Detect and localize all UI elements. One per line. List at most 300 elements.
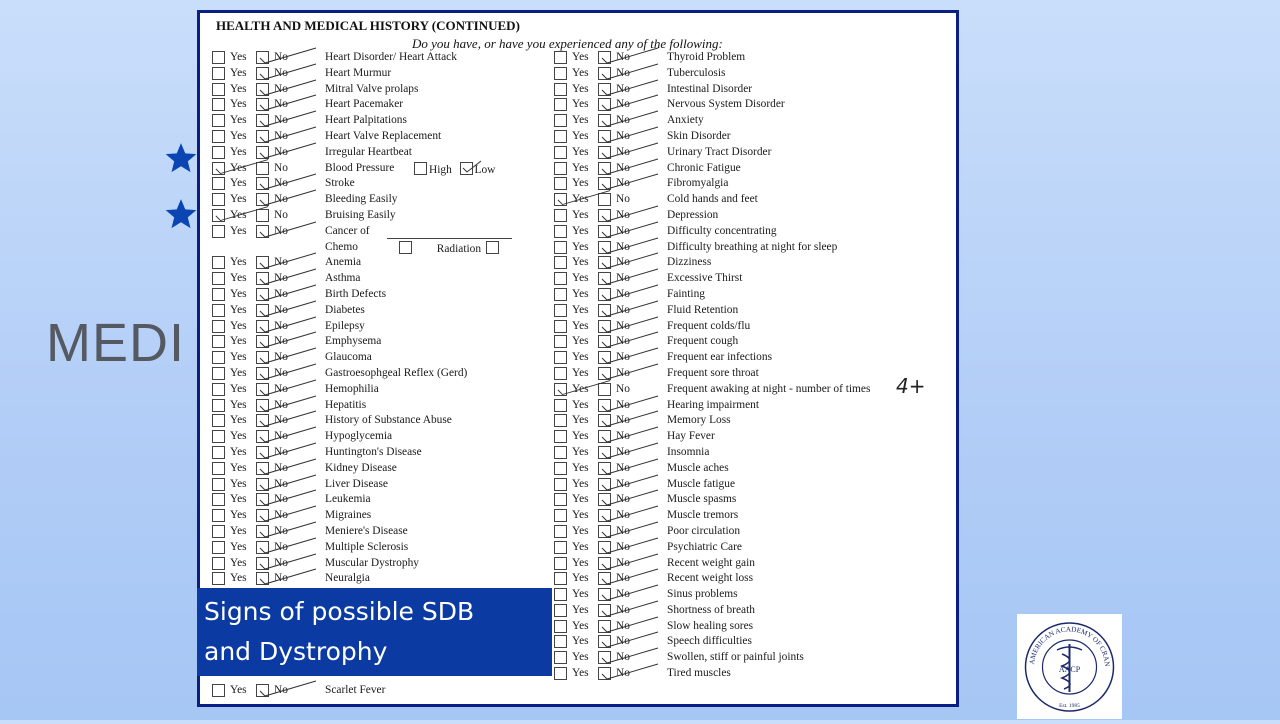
yes-checkbox[interactable] bbox=[554, 383, 567, 396]
no-checkbox[interactable] bbox=[598, 383, 611, 396]
yes-checkbox[interactable] bbox=[554, 588, 567, 601]
yes-checkbox[interactable] bbox=[212, 446, 225, 459]
yes-label: Yes bbox=[230, 224, 247, 237]
yes-label: Yes bbox=[572, 129, 589, 142]
yes-label: Yes bbox=[572, 461, 589, 474]
side-label: MEDI bbox=[46, 313, 185, 373]
yes-label: Yes bbox=[230, 161, 247, 174]
yes-checkbox[interactable] bbox=[554, 367, 567, 380]
no-checkbox[interactable] bbox=[598, 478, 611, 491]
yes-checkbox[interactable] bbox=[212, 493, 225, 506]
no-checkbox[interactable] bbox=[256, 114, 269, 127]
yes-checkbox[interactable] bbox=[212, 557, 225, 570]
yes-checkbox[interactable] bbox=[212, 162, 225, 175]
no-label: No bbox=[274, 256, 288, 269]
yes-label: Yes bbox=[572, 287, 589, 300]
yes-checkbox[interactable] bbox=[212, 51, 225, 64]
condition-label: Intestinal Disorder bbox=[667, 82, 753, 95]
no-checkbox[interactable] bbox=[256, 462, 269, 475]
no-checkbox[interactable] bbox=[598, 572, 611, 585]
no-label: No bbox=[274, 461, 288, 474]
no-checkbox[interactable] bbox=[256, 130, 269, 143]
aacp-seal-icon bbox=[1017, 614, 1122, 719]
no-label: No bbox=[616, 256, 630, 269]
no-checkbox[interactable] bbox=[256, 383, 269, 396]
yes-label: Yes bbox=[572, 145, 589, 158]
yes-checkbox[interactable] bbox=[212, 351, 225, 364]
condition-label: Urinary Tract Disorder bbox=[667, 145, 772, 158]
condition-label: Bleeding Easily bbox=[325, 193, 398, 206]
no-label: No bbox=[616, 667, 630, 680]
condition-label: Liver Disease bbox=[325, 477, 388, 490]
low-label: Low bbox=[474, 163, 496, 176]
no-label: No bbox=[616, 509, 630, 522]
no-label: No bbox=[616, 287, 630, 300]
yes-checkbox[interactable] bbox=[212, 509, 225, 522]
condition-label: Fainting bbox=[667, 287, 705, 300]
yes-checkbox[interactable] bbox=[554, 399, 567, 412]
no-checkbox[interactable] bbox=[598, 414, 611, 427]
yes-label: Yes bbox=[572, 161, 589, 174]
yes-checkbox[interactable] bbox=[212, 414, 225, 427]
no-label: No bbox=[616, 524, 630, 537]
yes-checkbox[interactable] bbox=[212, 146, 225, 159]
yes-label: Yes bbox=[572, 51, 589, 63]
condition-label: Memory Loss bbox=[667, 414, 731, 427]
no-checkbox[interactable] bbox=[598, 588, 611, 601]
no-checkbox[interactable] bbox=[256, 162, 269, 175]
no-checkbox[interactable] bbox=[598, 462, 611, 475]
condition-label: Excessive Thirst bbox=[667, 272, 743, 285]
no-label: No bbox=[274, 335, 288, 348]
no-label: No bbox=[274, 287, 288, 300]
condition-label: Poor circulation bbox=[667, 524, 741, 537]
condition-label: Nervous System Disorder bbox=[667, 98, 785, 111]
yes-label: Yes bbox=[230, 351, 247, 364]
condition-label: Gastroesophgeal Reflex (Gerd) bbox=[325, 366, 468, 379]
no-label: No bbox=[616, 603, 630, 616]
no-label: No bbox=[274, 382, 288, 395]
no-checkbox[interactable] bbox=[598, 67, 611, 80]
no-checkbox[interactable] bbox=[598, 83, 611, 96]
condition-label: Heart Valve Replacement bbox=[325, 129, 442, 142]
yes-label: Yes bbox=[572, 540, 589, 553]
no-checkbox[interactable] bbox=[256, 51, 269, 64]
yes-checkbox[interactable] bbox=[212, 525, 225, 538]
condition-label: Huntington's Disease bbox=[325, 445, 422, 458]
no-label: No bbox=[274, 493, 288, 506]
no-label: No bbox=[616, 224, 630, 237]
condition-label: Cold hands and feet bbox=[667, 193, 758, 206]
condition-label: Slow healing sores bbox=[667, 619, 754, 632]
no-checkbox[interactable] bbox=[598, 525, 611, 538]
yes-checkbox[interactable] bbox=[554, 414, 567, 427]
no-checkbox[interactable] bbox=[598, 509, 611, 522]
no-checkbox[interactable] bbox=[256, 304, 269, 317]
no-checkbox[interactable] bbox=[598, 146, 611, 159]
yes-label: Yes bbox=[572, 177, 589, 190]
no-checkbox[interactable] bbox=[256, 335, 269, 348]
yes-label: Yes bbox=[230, 445, 247, 458]
no-checkbox[interactable] bbox=[256, 272, 269, 285]
condition-label: Difficulty concentrating bbox=[667, 224, 777, 237]
yes-checkbox[interactable] bbox=[554, 335, 567, 348]
yes-label: Yes bbox=[572, 82, 589, 95]
yes-label: Yes bbox=[572, 493, 589, 506]
no-checkbox[interactable] bbox=[598, 272, 611, 285]
no-label: No bbox=[616, 635, 630, 648]
condition-label: Hemophilia bbox=[325, 382, 379, 395]
yes-checkbox[interactable] bbox=[212, 399, 225, 412]
no-checkbox[interactable] bbox=[598, 193, 611, 206]
yes-label: Yes bbox=[230, 208, 247, 221]
yes-label: Yes bbox=[230, 256, 247, 269]
form-subtitle: Do you have, or have you experienced any of the following: bbox=[412, 36, 723, 51]
no-label: No bbox=[274, 177, 288, 190]
yes-checkbox[interactable] bbox=[554, 446, 567, 459]
no-checkbox[interactable] bbox=[256, 493, 269, 506]
yes-checkbox[interactable] bbox=[212, 430, 225, 443]
yes-label: Yes bbox=[230, 556, 247, 569]
yes-checkbox[interactable] bbox=[554, 604, 567, 617]
condition-label: Leukemia bbox=[325, 493, 371, 506]
no-label: No bbox=[274, 524, 288, 537]
yes-checkbox[interactable] bbox=[554, 620, 567, 633]
no-checkbox[interactable] bbox=[598, 98, 611, 111]
yes-label: Yes bbox=[572, 430, 589, 443]
yes-label: Yes bbox=[572, 414, 589, 427]
yes-checkbox[interactable] bbox=[212, 541, 225, 554]
no-checkbox[interactable] bbox=[256, 320, 269, 333]
yes-checkbox[interactable] bbox=[554, 146, 567, 159]
no-checkbox[interactable] bbox=[256, 684, 269, 697]
yes-label: Yes bbox=[230, 303, 247, 316]
condition-label: Insomnia bbox=[667, 445, 710, 458]
yes-label: Yes bbox=[572, 635, 589, 648]
no-checkbox[interactable] bbox=[598, 241, 611, 254]
cancer-blank-line bbox=[387, 238, 512, 239]
yes-label: Yes bbox=[230, 287, 247, 300]
yes-label: Yes bbox=[572, 509, 589, 522]
no-label: No bbox=[616, 303, 630, 316]
no-label: No bbox=[616, 66, 630, 79]
yes-label: Yes bbox=[572, 351, 589, 364]
yes-checkbox[interactable] bbox=[554, 320, 567, 333]
yes-label: Yes bbox=[572, 98, 589, 111]
yes-checkbox[interactable] bbox=[554, 288, 567, 301]
yes-checkbox[interactable] bbox=[554, 130, 567, 143]
yes-checkbox[interactable] bbox=[554, 572, 567, 585]
no-label: No bbox=[274, 193, 288, 206]
no-checkbox[interactable] bbox=[598, 320, 611, 333]
no-checkbox[interactable] bbox=[256, 209, 269, 222]
yes-checkbox[interactable] bbox=[212, 383, 225, 396]
yes-checkbox[interactable] bbox=[212, 272, 225, 285]
condition-label: Recent weight loss bbox=[667, 572, 754, 585]
no-checkbox[interactable] bbox=[256, 446, 269, 459]
radiation-checkbox[interactable] bbox=[486, 241, 499, 254]
condition-label: Meniere's Disease bbox=[325, 524, 408, 537]
no-checkbox[interactable] bbox=[256, 525, 269, 538]
condition-label: Frequent sore throat bbox=[667, 366, 759, 379]
condition-label: Kidney Disease bbox=[325, 461, 397, 474]
yes-label: Yes bbox=[572, 240, 589, 253]
no-checkbox[interactable] bbox=[256, 256, 269, 269]
no-label: No bbox=[274, 414, 288, 427]
no-checkbox[interactable] bbox=[256, 83, 269, 96]
no-label: No bbox=[274, 509, 288, 522]
yes-checkbox[interactable] bbox=[554, 256, 567, 269]
no-label: No bbox=[616, 161, 630, 174]
yes-label: Yes bbox=[230, 398, 247, 411]
condition-label: Muscle tremors bbox=[667, 509, 739, 522]
condition-label: Difficulty breathing at night for sleep bbox=[667, 240, 838, 253]
no-label: No bbox=[616, 382, 630, 395]
logo-est: Est. 1985 bbox=[1059, 703, 1080, 709]
no-checkbox[interactable] bbox=[256, 67, 269, 80]
yes-checkbox[interactable] bbox=[554, 225, 567, 238]
yes-label: Yes bbox=[572, 556, 589, 569]
yes-checkbox[interactable] bbox=[554, 541, 567, 554]
no-checkbox[interactable] bbox=[598, 209, 611, 222]
no-label: No bbox=[616, 414, 630, 427]
yes-checkbox[interactable] bbox=[554, 193, 567, 206]
no-checkbox[interactable] bbox=[598, 288, 611, 301]
yes-checkbox[interactable] bbox=[554, 667, 567, 680]
no-checkbox[interactable] bbox=[256, 177, 269, 190]
no-checkbox[interactable] bbox=[598, 225, 611, 238]
condition-label: Blood Pressure bbox=[325, 161, 395, 174]
yes-checkbox[interactable] bbox=[554, 493, 567, 506]
yes-checkbox[interactable] bbox=[212, 367, 225, 380]
condition-label: Frequent awaking at night - number of times bbox=[667, 382, 871, 395]
yes-label: Yes bbox=[230, 272, 247, 285]
yes-checkbox[interactable] bbox=[554, 351, 567, 364]
no-label: No bbox=[274, 445, 288, 458]
yes-label: Yes bbox=[572, 445, 589, 458]
yes-checkbox[interactable] bbox=[554, 430, 567, 443]
no-checkbox[interactable] bbox=[256, 572, 269, 585]
yes-checkbox[interactable] bbox=[554, 114, 567, 127]
yes-label: Yes bbox=[572, 366, 589, 379]
yes-checkbox[interactable] bbox=[212, 320, 225, 333]
no-label: No bbox=[616, 430, 630, 443]
no-label: No bbox=[616, 272, 630, 285]
no-checkbox[interactable] bbox=[598, 620, 611, 633]
no-checkbox[interactable] bbox=[598, 446, 611, 459]
yes-label: Yes bbox=[572, 477, 589, 490]
condition-label: Birth Defects bbox=[325, 287, 387, 300]
yes-checkbox[interactable] bbox=[212, 462, 225, 475]
yes-checkbox[interactable] bbox=[554, 304, 567, 317]
no-checkbox[interactable] bbox=[256, 146, 269, 159]
condition-label: Heart Pacemaker bbox=[325, 98, 404, 111]
yes-checkbox[interactable] bbox=[554, 177, 567, 190]
callout-line-1: Signs of possible SDB bbox=[204, 597, 475, 626]
radiation-label: Radiation bbox=[436, 242, 482, 255]
condition-row bbox=[212, 683, 542, 699]
no-label: No bbox=[616, 556, 630, 569]
no-checkbox[interactable] bbox=[598, 541, 611, 554]
yes-checkbox[interactable] bbox=[554, 272, 567, 285]
yes-checkbox[interactable] bbox=[212, 335, 225, 348]
condition-label: Muscular Dystrophy bbox=[325, 556, 419, 569]
logo-text: AMERICAN ACADEMY OF CRAN bbox=[1028, 625, 1112, 667]
no-checkbox[interactable] bbox=[598, 256, 611, 269]
no-label: No bbox=[274, 114, 288, 127]
no-checkbox[interactable] bbox=[256, 399, 269, 412]
yes-label: Yes bbox=[572, 193, 589, 206]
condition-label: Hepatitis bbox=[325, 398, 367, 411]
no-label: No bbox=[274, 66, 288, 79]
no-checkbox[interactable] bbox=[256, 430, 269, 443]
no-label: No bbox=[274, 82, 288, 95]
no-label: No bbox=[274, 572, 288, 585]
no-checkbox[interactable] bbox=[598, 367, 611, 380]
yes-label: Yes bbox=[572, 66, 589, 79]
yes-checkbox[interactable] bbox=[554, 462, 567, 475]
yes-label: Yes bbox=[572, 114, 589, 127]
yes-checkbox[interactable] bbox=[212, 209, 225, 222]
condition-label: Neuralgia bbox=[325, 572, 370, 585]
yes-checkbox[interactable] bbox=[212, 67, 225, 80]
yes-checkbox[interactable] bbox=[554, 478, 567, 491]
yes-checkbox[interactable] bbox=[554, 651, 567, 664]
no-checkbox[interactable] bbox=[256, 351, 269, 364]
yes-label: Yes bbox=[230, 414, 247, 427]
yes-checkbox[interactable] bbox=[554, 509, 567, 522]
yes-checkbox[interactable] bbox=[554, 162, 567, 175]
no-label: No bbox=[616, 651, 630, 664]
logo-initials: AACP bbox=[1058, 665, 1081, 674]
no-checkbox[interactable] bbox=[598, 651, 611, 664]
no-checkbox[interactable] bbox=[598, 114, 611, 127]
no-checkbox[interactable] bbox=[598, 177, 611, 190]
condition-label: Asthma bbox=[325, 272, 361, 285]
no-label: No bbox=[274, 398, 288, 411]
yes-checkbox[interactable] bbox=[212, 130, 225, 143]
yes-checkbox[interactable] bbox=[212, 304, 225, 317]
yes-checkbox[interactable] bbox=[554, 557, 567, 570]
chemo-checkbox[interactable] bbox=[399, 241, 412, 254]
no-checkbox[interactable] bbox=[256, 98, 269, 111]
no-checkbox[interactable] bbox=[256, 509, 269, 522]
yes-checkbox[interactable] bbox=[212, 288, 225, 301]
yes-checkbox[interactable] bbox=[554, 209, 567, 222]
yes-checkbox[interactable] bbox=[212, 193, 225, 206]
yes-checkbox[interactable] bbox=[212, 98, 225, 111]
yes-checkbox[interactable] bbox=[554, 525, 567, 538]
no-checkbox[interactable] bbox=[598, 493, 611, 506]
no-checkbox[interactable] bbox=[598, 399, 611, 412]
no-checkbox[interactable] bbox=[256, 541, 269, 554]
yes-label: Yes bbox=[572, 572, 589, 585]
yes-checkbox[interactable] bbox=[554, 83, 567, 96]
yes-label: Yes bbox=[230, 572, 247, 585]
no-checkbox[interactable] bbox=[598, 430, 611, 443]
yes-checkbox[interactable] bbox=[554, 67, 567, 80]
yes-label: Yes bbox=[230, 382, 247, 395]
yes-label: Yes bbox=[230, 193, 247, 206]
no-checkbox[interactable] bbox=[598, 335, 611, 348]
yes-checkbox[interactable] bbox=[554, 98, 567, 111]
yes-label: Yes bbox=[572, 272, 589, 285]
no-checkbox[interactable] bbox=[256, 288, 269, 301]
yes-label: Yes bbox=[572, 208, 589, 221]
yes-checkbox[interactable] bbox=[212, 225, 225, 238]
yes-checkbox[interactable] bbox=[212, 478, 225, 491]
no-checkbox[interactable] bbox=[256, 478, 269, 491]
yes-label: Yes bbox=[230, 493, 247, 506]
yes-checkbox[interactable] bbox=[212, 114, 225, 127]
yes-label: Yes bbox=[230, 51, 247, 63]
no-label: No bbox=[616, 493, 630, 506]
yes-checkbox[interactable] bbox=[212, 83, 225, 96]
yes-label: Yes bbox=[572, 319, 589, 332]
no-checkbox[interactable] bbox=[598, 557, 611, 570]
yes-checkbox[interactable] bbox=[212, 572, 225, 585]
awaking-count: 4+ bbox=[896, 373, 926, 398]
condition-label: Sinus problems bbox=[667, 588, 738, 601]
no-label: No bbox=[616, 177, 630, 190]
condition-label: Psychiatric Care bbox=[667, 540, 742, 553]
yes-label: Yes bbox=[230, 366, 247, 379]
no-label: No bbox=[616, 208, 630, 221]
yes-label: Yes bbox=[230, 684, 247, 696]
no-label: No bbox=[274, 319, 288, 332]
no-label: No bbox=[616, 572, 630, 585]
no-label: No bbox=[274, 540, 288, 553]
yes-label: Yes bbox=[572, 619, 589, 632]
yes-checkbox[interactable] bbox=[212, 177, 225, 190]
condition-label: Heart Palpitations bbox=[325, 114, 407, 127]
condition-label: Skin Disorder bbox=[667, 129, 731, 142]
condition-label: Bruising Easily bbox=[325, 208, 396, 221]
no-checkbox[interactable] bbox=[256, 557, 269, 570]
high-label: High bbox=[429, 163, 452, 176]
no-checkbox[interactable] bbox=[256, 367, 269, 380]
no-checkbox[interactable] bbox=[598, 304, 611, 317]
yes-checkbox[interactable] bbox=[212, 684, 225, 697]
no-checkbox[interactable] bbox=[256, 225, 269, 238]
yes-checkbox[interactable] bbox=[554, 51, 567, 64]
no-checkbox[interactable] bbox=[598, 604, 611, 617]
condition-label: Heart Murmur bbox=[325, 66, 392, 79]
no-checkbox[interactable] bbox=[598, 635, 611, 648]
no-checkbox[interactable] bbox=[256, 414, 269, 427]
condition-label: Frequent colds/flu bbox=[667, 319, 751, 332]
no-checkbox[interactable] bbox=[256, 193, 269, 206]
no-checkbox[interactable] bbox=[598, 162, 611, 175]
low-checkbox[interactable] bbox=[460, 162, 473, 175]
yes-checkbox[interactable] bbox=[554, 635, 567, 648]
yes-label: Yes bbox=[230, 66, 247, 79]
condition-label: Multiple Sclerosis bbox=[325, 540, 409, 553]
yes-label: Yes bbox=[230, 98, 247, 111]
yes-checkbox[interactable] bbox=[554, 241, 567, 254]
no-label: No bbox=[274, 303, 288, 316]
high-checkbox[interactable] bbox=[414, 162, 427, 175]
no-checkbox[interactable] bbox=[598, 130, 611, 143]
no-checkbox[interactable] bbox=[598, 667, 611, 680]
no-checkbox[interactable] bbox=[598, 351, 611, 364]
condition-label: Shortness of breath bbox=[667, 603, 755, 616]
yes-label: Yes bbox=[230, 114, 247, 127]
yes-label: Yes bbox=[572, 335, 589, 348]
no-checkbox[interactable] bbox=[598, 51, 611, 64]
yes-checkbox[interactable] bbox=[212, 256, 225, 269]
condition-label: Diabetes bbox=[325, 303, 365, 316]
